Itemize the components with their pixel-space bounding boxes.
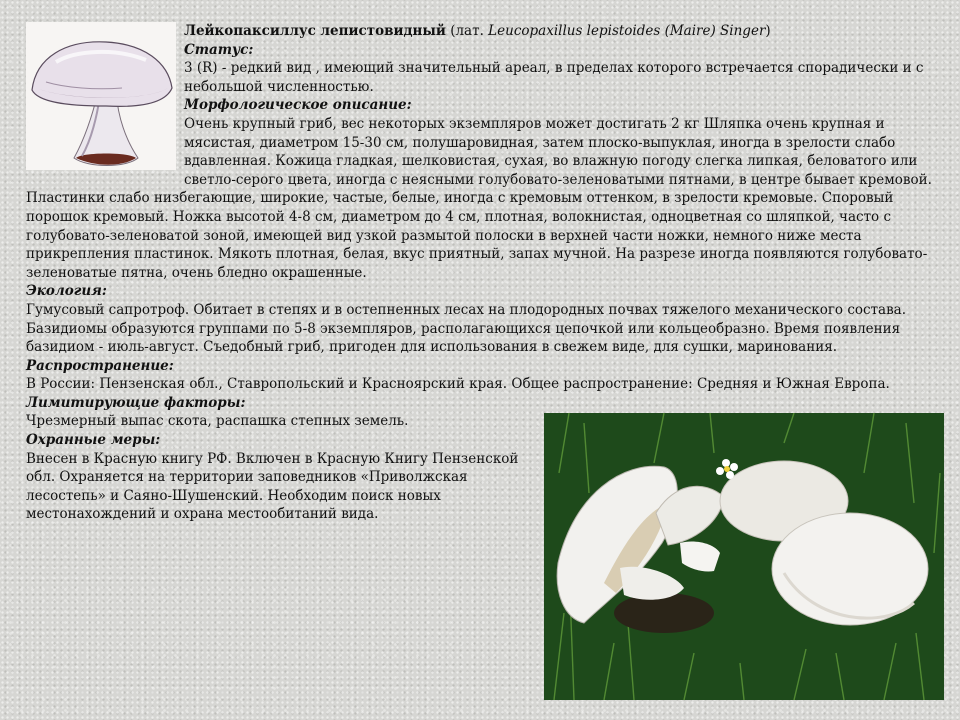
protection-heading: Охранные меры: bbox=[26, 432, 161, 449]
latin-prefix: (лат. bbox=[450, 23, 489, 39]
latin-suffix: ) bbox=[765, 23, 771, 39]
ecology-heading: Экология: bbox=[26, 283, 107, 300]
limiting-text: Чрезмерный выпас скота, распашка степных земель. bbox=[26, 413, 409, 430]
distribution-heading: Распространение: bbox=[26, 357, 174, 374]
morphology-text: Очень крупный гриб, вес некоторых экземпляров может достигать 2 кг Шляпка очень крупная и мясистая, диаметром 15-30 см, полушаровидная, затем плоско-выпуклая, иногда в зрелости слабо вдавленная. Кожица гладкая, шелковистая, сухая, во влажную погоду слегка липкая, беловатого или светло-серого цвета, иногда с неясными голубовато-зеленоватыми пятнами, в центре бывает кремовой. Пластинки слабо низбегающие, широкие, частые, белые, иногда с кремовым оттенком, в зрелости кремовые. Споровый порошок кремовый. Ножка высотой 4-8 см, диаметром до 4 см, плотная, волокнистая, одноцветная со шляпкой, часто с голубовато-зеленоватой зоной, имеющей вид узкой размытой полоски в верхней части ножки, немного ниже места прикрепления пластинок. Мякоть плотная, белая, вкус приятный, запах мучной. На разрезе иногда появляются голубовато-зеленоватые пятна, очень бледно окрашенные. bbox=[26, 115, 932, 281]
species-name: Лейкопаксиллус лепистовидный bbox=[184, 23, 446, 39]
morphology-heading: Морфологическое описание: bbox=[184, 97, 412, 114]
limiting-heading: Лимитирующие факторы: bbox=[26, 394, 246, 411]
status-heading: Статус: bbox=[184, 41, 254, 58]
lower-section bbox=[26, 394, 536, 524]
ecology-text: Гумусовый сапротроф. Обитает в степях и в остепненных лесах на плодородных почвах тяжелого механического состава. Базидиомы образуются группами по 5-8 экземпляров, располагающихся цепочкой или кольцеобразно. Время появления базидиом - июль-август. Съедобный гриб, пригоден для использования в свежем виде, для сушки, маринования. bbox=[26, 301, 907, 356]
mushroom-illustration bbox=[26, 22, 176, 170]
mushroom-photo bbox=[544, 413, 944, 700]
distribution-text: В России: Пензенская обл., Ставропольский и Красноярский края. Общее распространение: Средняя и Южная Европа. bbox=[26, 376, 890, 393]
status-text: 3 (R) - редкий вид , имеющий значительный ареал, в пределах которого встречается спорадически и с небольшой численностью. bbox=[184, 60, 924, 95]
latin-name: Leucopaxillus lepistoides (Maire) Singer bbox=[488, 23, 766, 39]
protection-text: Внесен в Красную книгу РФ. Включен в Красную Книгу Пензенской обл. Охраняется на территории заповедников «Приволжская лесостепь» и Саяно-Шушенский. Необходим поиск новых местонахождений и охрана местообитаний вида. bbox=[26, 450, 519, 523]
